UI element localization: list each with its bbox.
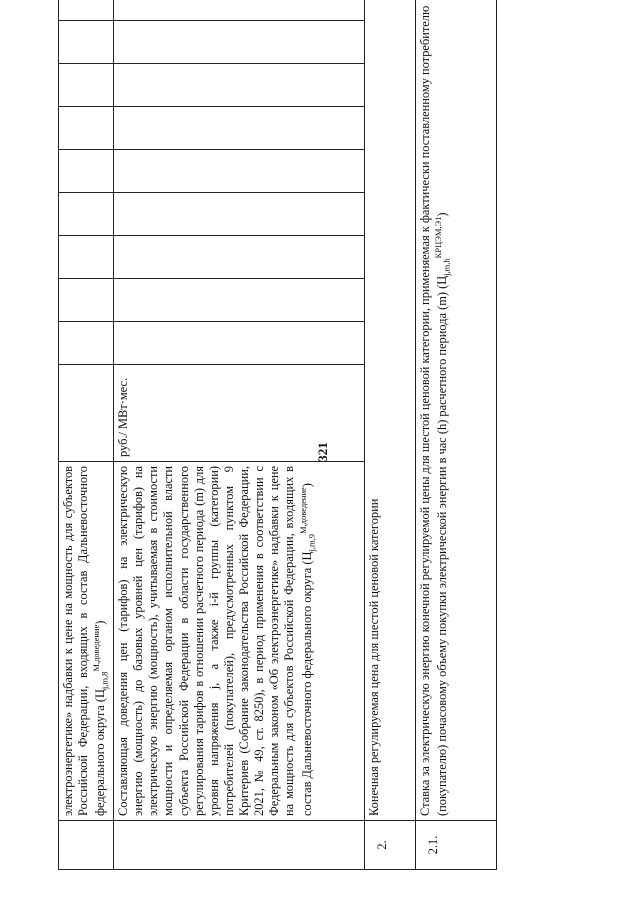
formula xyxy=(91,624,110,690)
value-cell xyxy=(59,64,114,107)
value-cell xyxy=(114,0,365,21)
value-cell xyxy=(59,21,114,64)
table-row xyxy=(114,0,365,870)
formula-sup: M,доведение xyxy=(297,487,308,535)
unit-cell: руб./ МВт·мес. xyxy=(114,365,365,462)
value-cell xyxy=(59,236,114,279)
unit-cell xyxy=(59,365,114,462)
formula-sup: КРЦЭМ,Э1 xyxy=(433,216,444,259)
description-end: ) xyxy=(93,620,108,625)
row-description xyxy=(416,0,497,821)
formula-sub: j,m,8 xyxy=(99,671,110,690)
value-cell xyxy=(114,21,365,64)
value-cell xyxy=(114,107,365,150)
value-cell xyxy=(114,64,365,107)
table-row xyxy=(365,0,416,870)
value-cell xyxy=(114,150,365,193)
row-description xyxy=(114,462,365,821)
formula xyxy=(433,216,452,276)
row-number: 2.1. xyxy=(416,821,497,870)
formula-sup: M,доведение xyxy=(91,624,102,672)
value-cell xyxy=(59,322,114,365)
description-text: Составляющая доведения цен (тарифов) на электрическую энергию (мощность) до базовых уровней цен (тарифов) на электрическую энергию (мощность), учитываемая в стоимости мощности и определяемая органом исполнительной власти субъекта Российской Федерации в области государственного регулирования тарифов в отношении расчетного периода (m) для уровня напряжения j, а также i-й группы (категории) потребителей (покупателей), предусмотренных пунктом 9 Критериев (Собрание законодательства Российской Федерации, 2021, № 49, ст. 8250), в период применения в соответствии с Федеральным законом «Об электроэнергетике» надбавки к цене на мощность для субъектов Российской Федерации, входящих в состав Дальневосточного федерального округа (Ц xyxy=(116,466,314,816)
description-end: ) xyxy=(435,212,450,217)
formula-sub: j,m,9 xyxy=(306,534,317,552)
tariff-table xyxy=(58,0,497,870)
value-cell xyxy=(114,193,365,236)
value-cell xyxy=(114,279,365,322)
value-cell xyxy=(59,193,114,236)
section-heading: Конечная регулируемая цена для шестой ценовой категории xyxy=(365,0,416,821)
formula-sub: j,m,h xyxy=(441,258,452,276)
value-cell xyxy=(59,150,114,193)
value-cell xyxy=(114,322,365,365)
rotated-table-area xyxy=(58,5,588,870)
formula xyxy=(297,487,317,552)
description-text: Ставка за электрическую энергию конечной регулируемой цены для шестой ценовой категории, применяемая к фактически поставленному потребителю (покупателю) почасовому объему покупки электрической энергии в час (h) расчетного периода (m) (Ц xyxy=(418,5,450,816)
table-row xyxy=(59,0,114,870)
description-end: ) xyxy=(299,483,314,488)
value-cell xyxy=(59,107,114,150)
table-row xyxy=(416,0,497,870)
value-cell xyxy=(114,236,365,279)
row-number: 2. xyxy=(365,821,416,870)
value-cell xyxy=(59,279,114,322)
row-description xyxy=(59,462,114,821)
description-text: электроэнергетике» надбавки к цене на мощность для субъектов Российской Федерации, входящих в состав Дальневосточного федерального округа (Ц xyxy=(61,466,108,816)
row-number xyxy=(59,821,114,870)
row-number xyxy=(114,821,365,870)
value-cell xyxy=(59,0,114,21)
page-number: 321 xyxy=(315,442,330,462)
